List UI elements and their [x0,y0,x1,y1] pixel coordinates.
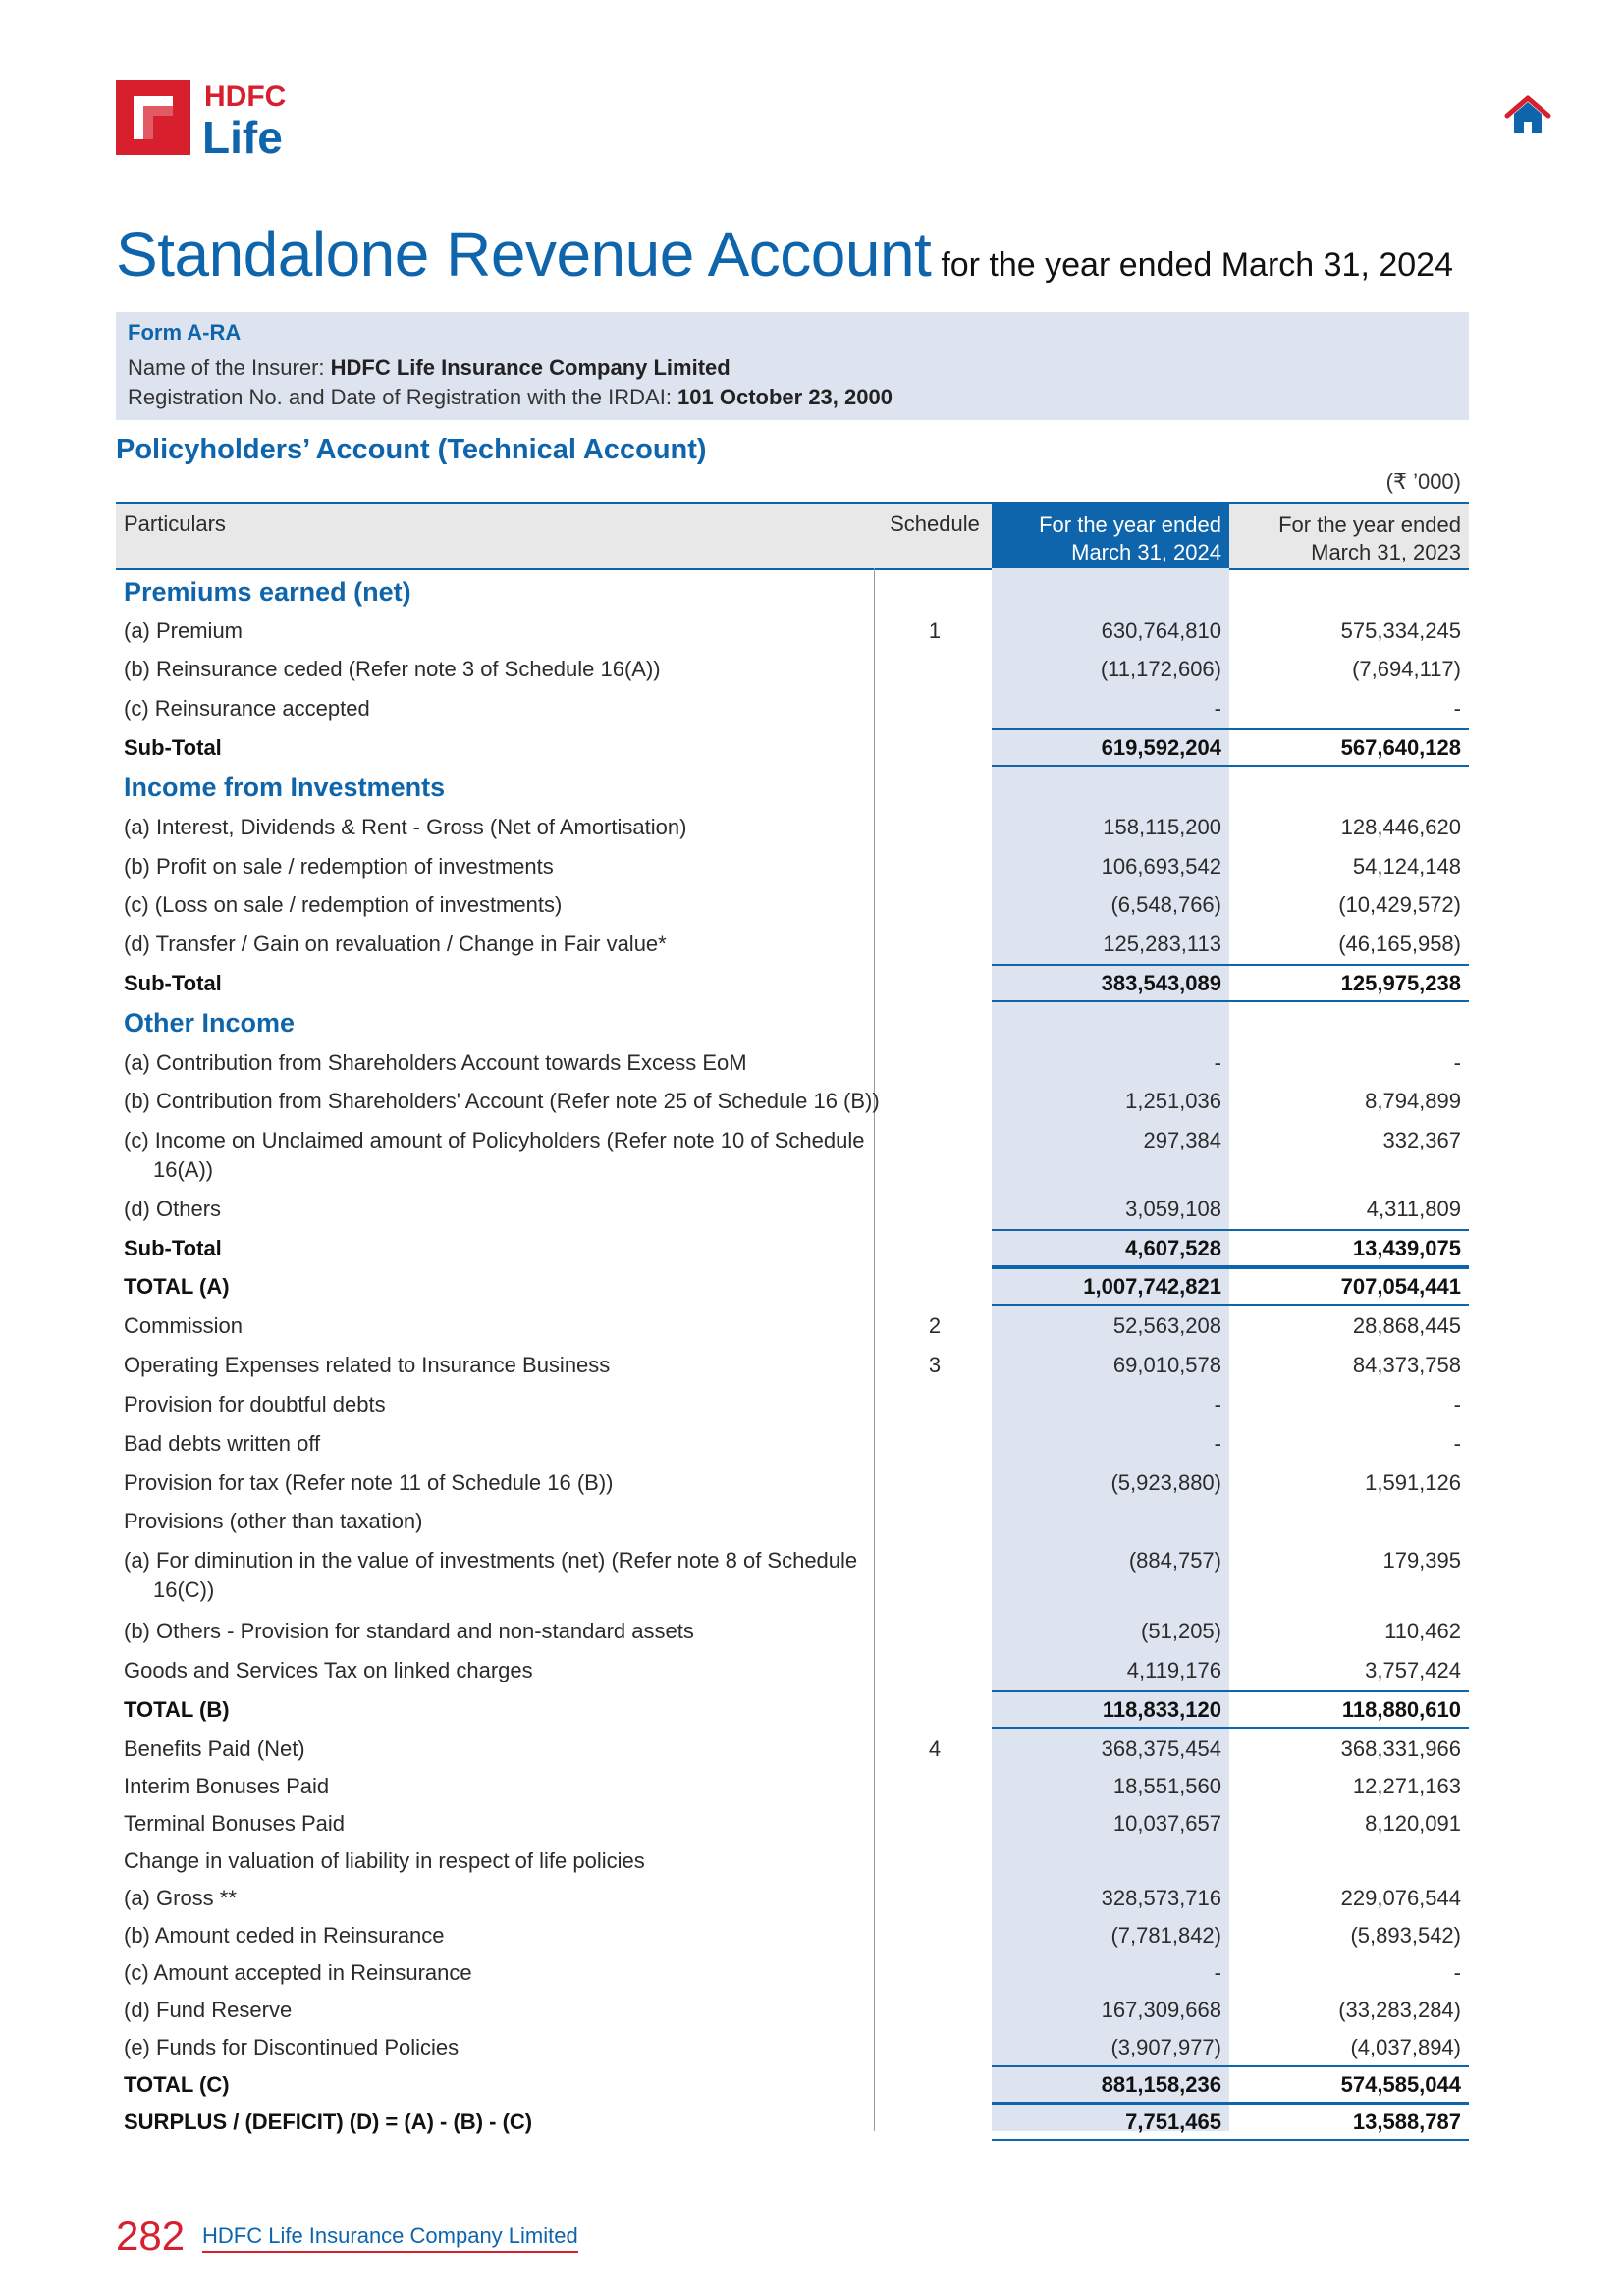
cell-schedule: 4 [928,1736,942,1761]
insurer-name-line [128,355,731,381]
hdfc-life-logo [116,77,304,159]
cell-particulars: (a) Contribution from Shareholders Account towards Excess EoM [124,1050,747,1075]
cell-fy2024: 1,251,036 [1125,1089,1221,1113]
cell-fy2024: 630,764,810 [1101,618,1221,643]
header-year-2024 [992,502,1229,570]
cell-particulars: (b) Others - Provision for standard and non-standard assets [124,1619,694,1643]
cell-particulars: Provision for tax (Refer note 11 of Schedule 16 (B)) [124,1470,614,1495]
subtotal-rule-above [992,1267,1469,1269]
cell-fy2024: 125,283,113 [1103,932,1221,956]
section-title: Policyholders’ Account (Technical Account) [116,434,707,465]
cell-particulars: TOTAL (A) [124,1274,230,1299]
cell-particulars: (a) Interest, Dividends & Rent - Gross (Net of Amortisation) [124,815,687,839]
cell-particulars: (d) Transfer / Gain on revaluation / Change in Fair value* [124,932,667,956]
subtotal-rule-below [992,1000,1469,1002]
cell-particulars: (b) Profit on sale / redemption of investments [124,854,554,879]
cell-particulars: Sub-Total [124,1236,222,1260]
cell-fy2023: 84,373,758 [1352,1353,1461,1377]
cell-particulars: Bad debts written off [124,1431,321,1456]
registration-label: Registration No. and Date of Registration with the IRDAI: [128,385,678,409]
table-row [116,1884,1469,1921]
cell-fy2023: (5,893,542) [1350,1923,1461,1948]
footer-company-link[interactable]: HDFC Life Insurance Company Limited [202,2223,578,2253]
cell-fy2024: 158,115,200 [1103,815,1221,839]
cell-fy2024: (51,205) [1141,1619,1221,1643]
table-row [116,1126,1469,1195]
subtotal-rule-above [992,1690,1469,1692]
subtotal-rule-above [992,728,1469,730]
cell-particulars: Goods and Services Tax on linked charges [124,1658,533,1682]
cell-fy2023: 128,446,620 [1340,815,1461,839]
cell-schedule: 3 [928,1353,942,1377]
cell-fy2023: 574,585,044 [1340,2072,1461,2097]
table-row [116,1735,1469,1772]
table-section-heading [116,773,1469,810]
cell-fy2024: 3,059,108 [1125,1197,1221,1221]
cell-particulars: Sub-Total [124,735,222,760]
cell-fy2024: 69,010,578 [1112,1353,1221,1377]
header-2024-line2: March 31, 2024 [1071,540,1221,564]
table-row [116,1429,1469,1467]
subtotal-rule-below [992,2139,1469,2141]
cell-particulars: (c) Reinsurance accepted [124,696,370,721]
subtotal-rule-above [992,2065,1469,2067]
table-row [116,890,1469,928]
subtotal-rule-above [992,2103,1469,2105]
cell-fy2024: 383,543,089 [1101,971,1221,995]
cell-particulars: (e) Funds for Discontinued Policies [124,2035,460,2059]
cell-fy2024: 10,037,657 [1112,1811,1221,1836]
unit-label: (₹ ’000) [1385,469,1461,494]
form-info-box [116,312,1469,420]
table-row [116,813,1469,850]
header-2023-line2: March 31, 2023 [1311,540,1461,564]
insurer-value: HDFC Life Insurance Company Limited [330,355,731,380]
table-row [116,1195,1469,1232]
cell-fy2023: 229,076,544 [1340,1886,1461,1910]
cell-particulars: SURPLUS / (DEFICIT) (D) = (A) - (B) - (C) [124,2109,533,2134]
cell-particulars: (c) Income on Unclaimed amount of Policyholders (Refer note 10 of Schedule 16(A)) [124,1128,865,1182]
cell-fy2024: - [1214,1392,1221,1416]
cell-fy2023: 3,757,424 [1365,1658,1461,1682]
table-row [116,1390,1469,1427]
cell-fy2023: 8,120,091 [1365,1811,1461,1836]
cell-fy2023: - [1453,696,1461,721]
header-schedule: Schedule [890,511,980,536]
cell-fy2023: 28,868,445 [1352,1313,1461,1338]
table-row [116,1048,1469,1086]
home-icon[interactable] [1504,94,1551,137]
table-row [116,1996,1469,2033]
table-row [116,930,1469,967]
page-title [116,218,1453,291]
cell-fy2024: 4,607,528 [1125,1236,1221,1260]
table-row [116,1546,1469,1615]
cell-particulars: Provision for doubtful debts [124,1392,386,1416]
cell-particulars: (c) (Loss on sale / redemption of investments) [124,892,563,917]
cell-particulars: Provisions (other than taxation) [124,1509,423,1533]
table-row [116,1958,1469,1996]
cell-particulars: Income from Investments [124,773,446,802]
cell-fy2023: 575,334,245 [1340,618,1461,643]
cell-fy2023: 1,591,126 [1365,1470,1461,1495]
cell-fy2023: - [1453,1960,1461,1985]
cell-fy2024: 1,007,742,821 [1083,1274,1221,1299]
cell-particulars: (b) Contribution from Shareholders' Account (Refer note 25 of Schedule 16 (B)) [124,1089,880,1113]
cell-fy2023: - [1453,1050,1461,1075]
cell-particulars: (c) Amount accepted in Reinsurance [124,1960,472,1985]
page-title-sub: for the year ended March 31, 2024 [941,246,1453,284]
subtotal-rule-below [992,1304,1469,1306]
cell-fy2023: - [1453,1392,1461,1416]
form-code: Form A-RA [128,320,242,345]
cell-fy2023: (4,037,894) [1350,2035,1461,2059]
cell-fy2024: 4,119,176 [1126,1658,1221,1682]
cell-schedule: 2 [928,1313,942,1338]
insurer-label: Name of the Insurer: [128,355,331,380]
table-row [116,1351,1469,1388]
table-section-heading [116,577,1469,614]
cell-fy2024: (3,907,977) [1110,2035,1221,2059]
cell-fy2024: 18,551,560 [1112,1774,1221,1798]
table-row [116,1507,1469,1544]
cell-fy2024: 297,384 [1143,1128,1221,1152]
cell-fy2023: 368,331,966 [1340,1736,1461,1761]
cell-fy2023: 110,462 [1384,1619,1461,1643]
cell-fy2024: 52,563,208 [1112,1313,1221,1338]
cell-fy2024: 118,833,120 [1102,1697,1221,1722]
cell-fy2024: (5,923,880) [1110,1470,1221,1495]
cell-particulars: (b) Amount ceded in Reinsurance [124,1923,445,1948]
subtotal-rule-above [992,1229,1469,1231]
cell-particulars: Terminal Bonuses Paid [124,1811,346,1836]
cell-fy2024: 881,158,236 [1101,2072,1221,2097]
table-row [116,1311,1469,1349]
table-row [116,694,1469,731]
table-row [116,1617,1469,1654]
subtotal-rule-below [992,1727,1469,1729]
cell-fy2024: 619,592,204 [1101,735,1221,760]
cell-fy2023: 12,271,163 [1352,1774,1461,1798]
cell-fy2023: 179,395 [1382,1548,1461,1573]
cell-particulars: (a) Gross ** [124,1886,237,1910]
cell-particulars: TOTAL (C) [124,2072,230,2097]
table-row [116,1468,1469,1506]
subtotal-rule-above [992,964,1469,966]
cell-fy2024: (884,757) [1128,1548,1221,1573]
cell-particulars: (d) Fund Reserve [124,1998,293,2022]
cell-fy2023: (7,694,117) [1352,657,1461,681]
svg-text:HDFC: HDFC [204,80,287,113]
page-number: 282 [116,2213,186,2259]
cell-fy2024: (7,781,842) [1110,1923,1221,1948]
registration-value: 101 October 23, 2000 [677,385,893,409]
cell-fy2023: (33,283,284) [1338,1998,1461,2022]
cell-fy2023: 54,124,148 [1352,854,1461,879]
cell-fy2024: - [1214,696,1221,721]
cell-particulars: TOTAL (B) [124,1697,230,1722]
cell-fy2023: 332,367 [1382,1128,1461,1152]
cell-particulars: (b) Reinsurance ceded (Refer note 3 of Schedule 16(A)) [124,657,661,681]
cell-fy2023: 125,975,238 [1340,971,1461,995]
cell-particulars: Commission [124,1313,244,1338]
cell-fy2024: (6,548,766) [1110,892,1221,917]
table-row [116,1921,1469,1958]
cell-fy2024: 328,573,716 [1101,1886,1221,1910]
table-row [116,1772,1469,1809]
table-row [116,1846,1469,1884]
cell-fy2024: 106,693,542 [1101,854,1221,879]
cell-particulars: Interim Bonuses Paid [124,1774,330,1798]
cell-fy2023: 4,311,809 [1366,1197,1461,1221]
cell-fy2024: - [1214,1050,1221,1075]
cell-particulars: (a) For diminution in the value of investments (net) (Refer note 8 of Schedule 16(C)) [124,1548,858,1602]
cell-particulars: Operating Expenses related to Insurance Business [124,1353,611,1377]
cell-fy2023: 118,880,610 [1341,1697,1461,1722]
cell-fy2023: 707,054,441 [1340,1274,1461,1299]
cell-particulars: Other Income [124,1008,296,1038]
cell-fy2023: - [1453,1431,1461,1456]
cell-fy2024: 167,309,668 [1101,1998,1221,2022]
table-row [116,1087,1469,1124]
header-particulars: Particulars [124,511,226,536]
cell-fy2023: 13,588,787 [1352,2109,1461,2134]
cell-fy2024: (11,172,606) [1100,657,1221,681]
cell-particulars: (d) Others [124,1197,222,1221]
table-section-heading [116,1008,1469,1045]
table-row [116,1656,1469,1693]
cell-particulars: Premiums earned (net) [124,577,411,607]
cell-fy2023: 13,439,075 [1352,1236,1461,1260]
cell-fy2023: (46,165,958) [1338,932,1461,956]
subtotal-rule-below [992,765,1469,767]
header-year-2023 [1229,504,1469,566]
cell-particulars: Benefits Paid (Net) [124,1736,305,1761]
cell-particulars: (a) Premium [124,618,244,643]
registration-line [128,385,893,410]
cell-fy2024: 368,375,454 [1101,1736,1221,1761]
cell-fy2024: 7,751,465 [1125,2109,1221,2134]
table-row [116,852,1469,889]
table-row [116,1809,1469,1846]
page-title-main: Standalone Revenue Account [116,219,932,290]
table-row [116,616,1469,654]
cell-fy2023: 8,794,899 [1365,1089,1461,1113]
svg-text:Life: Life [202,112,283,159]
cell-fy2024: - [1214,1960,1221,1985]
cell-fy2023: 567,640,128 [1340,735,1461,760]
table-header [116,502,1469,570]
cell-schedule: 1 [928,618,942,643]
table-row [116,655,1469,692]
cell-fy2024: - [1214,1431,1221,1456]
cell-particulars: Sub-Total [124,971,222,995]
header-2024-line1: For the year ended [1039,512,1221,537]
cell-particulars: Change in valuation of liability in respect of life policies [124,1848,645,1873]
cell-fy2023: (10,429,572) [1338,892,1461,917]
header-2023-line1: For the year ended [1278,512,1461,537]
